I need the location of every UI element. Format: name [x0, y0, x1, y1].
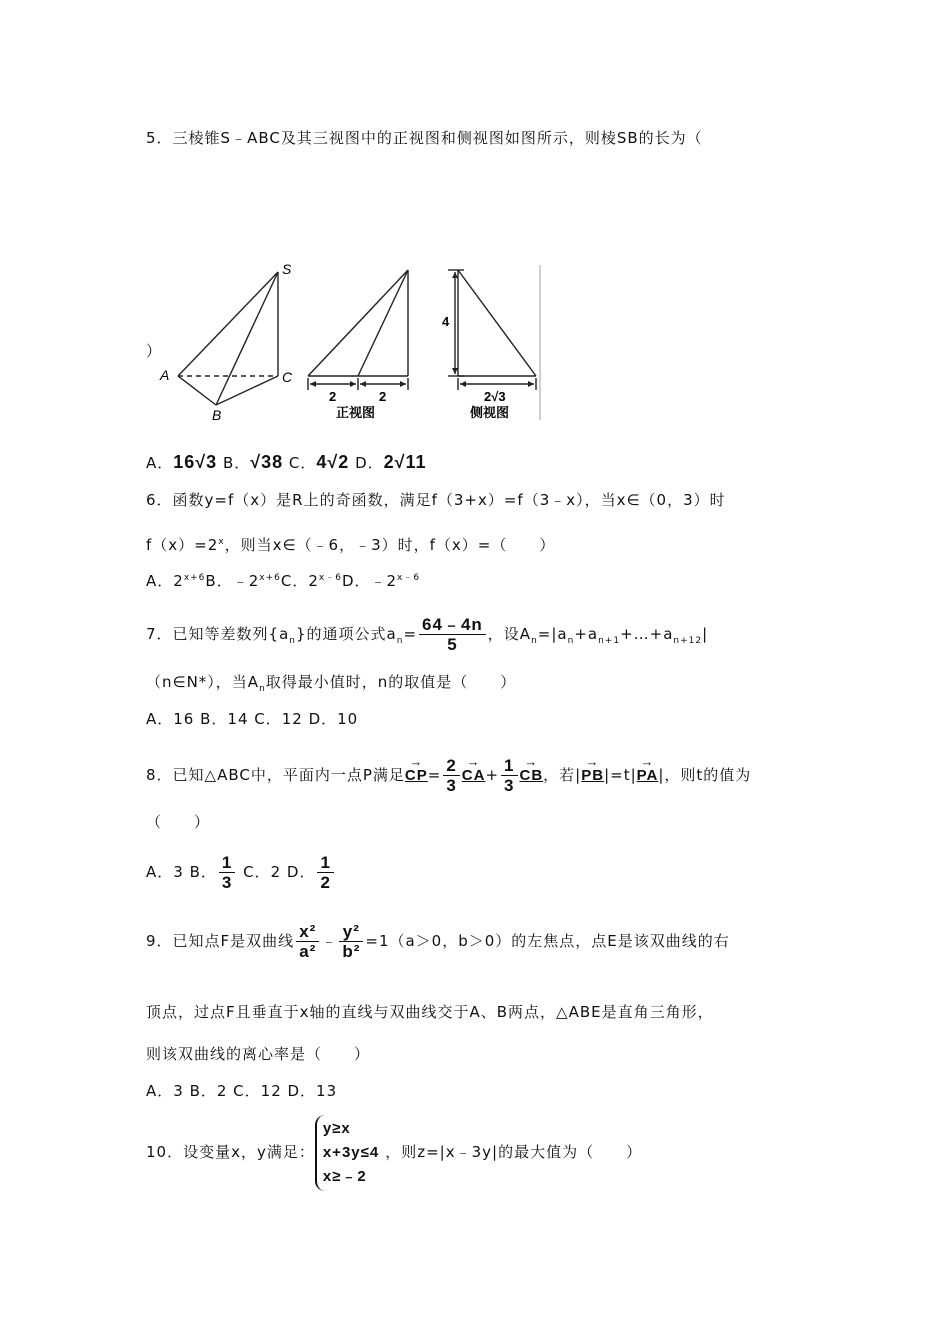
- vector-pb: → PB: [581, 748, 604, 798]
- q5-opt-c-value: 4√2: [316, 452, 350, 472]
- q8-f1-den: 3: [446, 776, 457, 795]
- q6-opt-d-sup: x﹣6: [397, 573, 421, 583]
- q9-line2: 顶点，过点F且垂直于x轴的直线与双曲线交于A、B两点，△ABE是直角三角形，: [146, 1003, 714, 1021]
- q6-line2-sup: x: [218, 537, 225, 547]
- q8-line1: [146, 748, 751, 798]
- q5-options: [146, 452, 427, 473]
- q9-post: =1（a＞0，b＞0）的左焦点，点E是该双曲线的右: [365, 932, 730, 950]
- q7-eq: =: [403, 625, 418, 643]
- q8-fd-den: 2: [320, 873, 331, 892]
- q9-line3: 则该双曲线的离心率是（ ）: [146, 1045, 371, 1063]
- q8-fraction-2: [501, 756, 517, 795]
- q5-opt-b-value: √38: [250, 452, 284, 472]
- q8-opt-b-fraction: [219, 853, 235, 892]
- q6-line2-b: ，则当x∈（﹣6，﹣3）时，f（x）=（ ）: [224, 536, 556, 554]
- q6-opt-b: B．﹣2: [205, 572, 260, 590]
- q6-line2-a: f（x）=2: [146, 536, 219, 554]
- q7-line2-sub: n: [259, 684, 266, 694]
- front-view-drawing: [308, 270, 408, 390]
- q9-options: A．3 B．2 C．12 D．13: [146, 1082, 338, 1100]
- q8-f2-den: 3: [504, 776, 515, 795]
- front-dim-left: 2: [329, 389, 337, 404]
- q6-opt-a: A．2: [146, 572, 184, 590]
- pyramid-drawing: [178, 272, 278, 405]
- q7-post-sub: n: [531, 636, 538, 646]
- q8-fb-den: 3: [221, 873, 233, 892]
- label-B: B: [212, 407, 222, 423]
- q7-post: ，设A: [487, 625, 532, 643]
- q8-post: |，则t的值为: [658, 766, 752, 784]
- q8-f1-num: 2: [443, 756, 459, 776]
- q5-paren-close: ）: [146, 342, 163, 360]
- q9-minus: ﹣: [321, 932, 338, 950]
- q9-fraction-x: [296, 922, 319, 961]
- label-C: C: [282, 369, 293, 385]
- q6-line1: 6．函数y=f（x）是R上的奇函数，满足f（3+x）=f（3﹣x），当x∈（0，3）时: [146, 491, 726, 509]
- q7-p2: +…+a: [620, 625, 674, 643]
- q5-opt-d-value: 2√11: [383, 452, 427, 472]
- q7-line2: [146, 672, 516, 699]
- q9-f1-num: x²: [296, 922, 319, 942]
- vector-cp: → CP: [405, 748, 428, 798]
- q8-mid2: |=t|: [604, 766, 637, 784]
- q5-figure: [140, 260, 550, 425]
- q7-p1: +a: [574, 625, 599, 643]
- q7-fraction: [419, 615, 486, 654]
- q10-line: [146, 1112, 642, 1192]
- q6-opt-b-sup: x+6: [259, 573, 281, 583]
- q7-s2: n+1: [598, 636, 621, 646]
- q8-opt-a: A．3 B．: [146, 863, 217, 881]
- q7-mid-sub: n: [396, 636, 404, 646]
- q6-options: [146, 568, 420, 591]
- q10-constraint-3: x≥﹣2: [322, 1167, 367, 1185]
- q10-post: ，则z=|x﹣3y|的最大值为（ ）: [385, 1143, 643, 1161]
- q6-opt-c-sup: x﹣6: [318, 573, 342, 583]
- q8-options: [146, 850, 336, 894]
- q7-options: A．16 B．14 C．12 D．10: [146, 710, 359, 728]
- label-A: A: [160, 367, 170, 383]
- q7-frac-den: 5: [447, 635, 458, 654]
- q7-pre: 7．已知等差数列{a: [146, 625, 290, 643]
- q9-f1-den: a²: [299, 942, 317, 961]
- q5-opt-c-label: C．: [283, 454, 317, 472]
- q6-opt-a-sup: x+6: [183, 573, 206, 583]
- q7-line2-a: （n∈N*），当A: [146, 673, 260, 691]
- side-base: 2√3: [484, 389, 506, 404]
- q7-s3: n+12: [673, 636, 703, 646]
- q10-constraint-system: [315, 1115, 385, 1191]
- vector-cb: → CB: [520, 748, 544, 798]
- front-caption: 正视图: [336, 405, 376, 420]
- q8-pre: 8．已知△ABC中，平面内一点P满足: [146, 766, 405, 784]
- q8-opt-c: C．2 D．: [237, 863, 316, 881]
- q8-eq: =: [427, 766, 442, 784]
- q7-p3: |: [702, 625, 709, 643]
- q8-fraction-1: [443, 756, 459, 795]
- q5-stem: 5．三棱锥S﹣ABC及其三视图中的正视图和侧视图如图所示，则棱SB的长为（: [146, 129, 703, 147]
- q10-pre: 10．设变量x，y满足：: [146, 1143, 315, 1161]
- q5-opt-a-label: A．: [146, 454, 174, 472]
- three-view-diagram: [140, 260, 550, 425]
- q9-fraction-y: [339, 922, 363, 961]
- q8-opt-d-fraction: [317, 853, 333, 892]
- q5-opt-a-value: 16√3: [173, 452, 218, 472]
- front-dim-right: 2: [379, 389, 387, 404]
- q5-opt-d-label: D．: [349, 454, 384, 472]
- q9-pre: 9．已知点F是双曲线: [146, 932, 295, 950]
- q8-mid: ，若|: [543, 766, 582, 784]
- q9-line1: [146, 916, 730, 966]
- q9-f2-num: y²: [339, 922, 363, 942]
- q7-mid: }的通项公式a: [296, 625, 397, 643]
- q8-fb-num: 1: [219, 853, 235, 873]
- side-caption: 侧视图: [470, 405, 510, 420]
- side-dim-arrows: [452, 272, 534, 387]
- q7-line1: [146, 612, 708, 663]
- q7-post2: =|a: [537, 625, 568, 643]
- q8-fd-num: 1: [317, 853, 333, 873]
- q10-constraint-2: x+3y≤4: [322, 1143, 380, 1161]
- q7-pre-sub: n: [289, 636, 296, 646]
- q7-s1: n: [567, 636, 575, 646]
- vector-pa: → PA: [637, 748, 659, 798]
- q7-frac-num: 64﹣4n: [419, 615, 486, 635]
- q6-opt-c: C．2: [280, 572, 319, 590]
- q8-paren: （ ）: [146, 813, 211, 831]
- side-height: 4: [442, 314, 450, 329]
- q8-f2-num: 1: [501, 756, 517, 776]
- vector-ca: → CA: [462, 748, 486, 798]
- q7-line2-b: 取得最小值时，n的取值是（ ）: [265, 673, 517, 691]
- label-S: S: [282, 261, 292, 277]
- q5-opt-b-label: B．: [217, 454, 251, 472]
- q6-line2: [146, 532, 555, 555]
- q10-constraint-1: y≥x: [322, 1119, 351, 1137]
- q9-f2-den: b²: [342, 942, 361, 961]
- q8-plus: +: [485, 766, 500, 784]
- q6-opt-d: D．﹣2: [341, 572, 398, 590]
